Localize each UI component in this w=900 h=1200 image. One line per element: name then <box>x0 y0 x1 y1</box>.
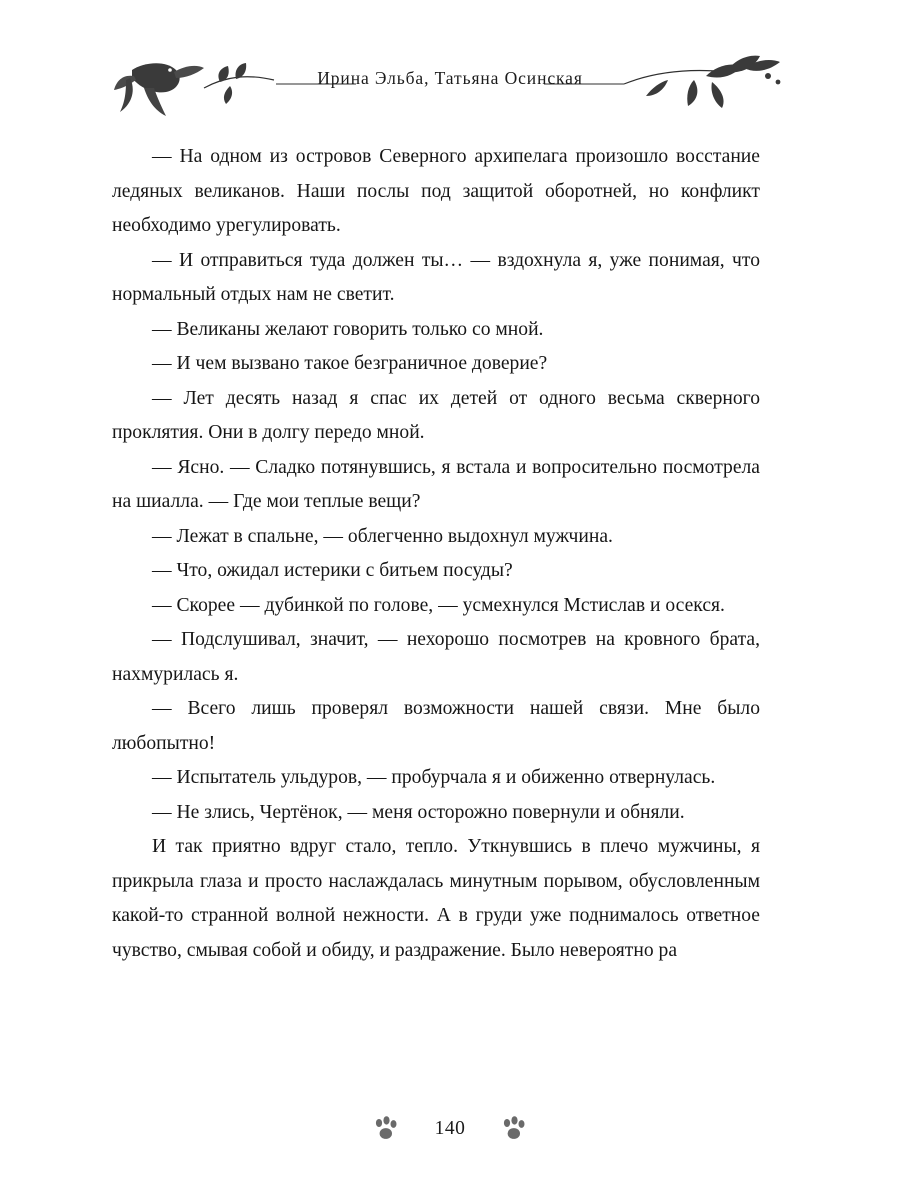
paragraph: И так приятно вдруг стало, тепло. Уткнувшись в плечо мужчины, я прикрыла глаза и просто наслаждалась минутным порывом, обусловленным какой-то странной волной нежности. А в груди уже поднималось ответное чувство, смывая собой и обиду, и раздражение. Было невероятно ра <box>112 836 760 961</box>
paragraph: — Ясно. — Сладко потянувшись, я встала и вопросительно посмотрела на шиалла. — Где мои теплые вещи? <box>112 456 760 512</box>
paragraph: — Что, ожидал истерики с битьем посуды? <box>152 560 513 581</box>
author-names: Ирина Эльба, Татьяна Осинская <box>317 68 583 88</box>
paragraph: — Испытатель ульдуров, — пробурчала я и обиженно отвернулась. <box>152 767 716 788</box>
paragraph: — Не злись, Чертёнок, — меня осторожно повернули и обняли. <box>152 801 685 823</box>
paragraph: — Подслушивал, значит, — нехорошо посмотрев на кровного брата, нахмурилась я. <box>112 629 760 685</box>
page-number: 140 <box>434 1118 466 1139</box>
page-footer <box>0 1106 900 1152</box>
paragraph: — И отправиться туда должен ты… — вздохнула я, уже понимая, что нормальный отдых нам не светит. <box>112 249 760 305</box>
page-body <box>112 140 760 968</box>
paragraph: — Скорее — дубинкой по голове, — усмехнулся Мстислав и осекся. <box>152 594 725 616</box>
paragraph: — И чем вызвано такое безграничное доверие? <box>152 353 548 374</box>
paw-print-icon <box>499 1114 529 1144</box>
page-header <box>108 46 792 116</box>
paragraph: — Лет десять назад я спас их детей от одного весьма скверного проклятия. Они в долгу передо мной. <box>112 387 760 443</box>
paragraph: — Великаны желают говорить только со мной. <box>152 318 544 340</box>
paragraph: — Лежат в спальне, — облегченно выдохнул мужчина. <box>152 525 613 547</box>
paw-print-icon <box>371 1114 401 1144</box>
paragraph: — На одном из островов Северного архипелага произошло восстание ледяных великанов. Наши послы под защитой оборотней, но конфликт необходимо урегулировать. <box>112 146 760 236</box>
paragraph: — Всего лишь проверял возможности нашей связи. Мне было любопытно! <box>112 698 760 754</box>
